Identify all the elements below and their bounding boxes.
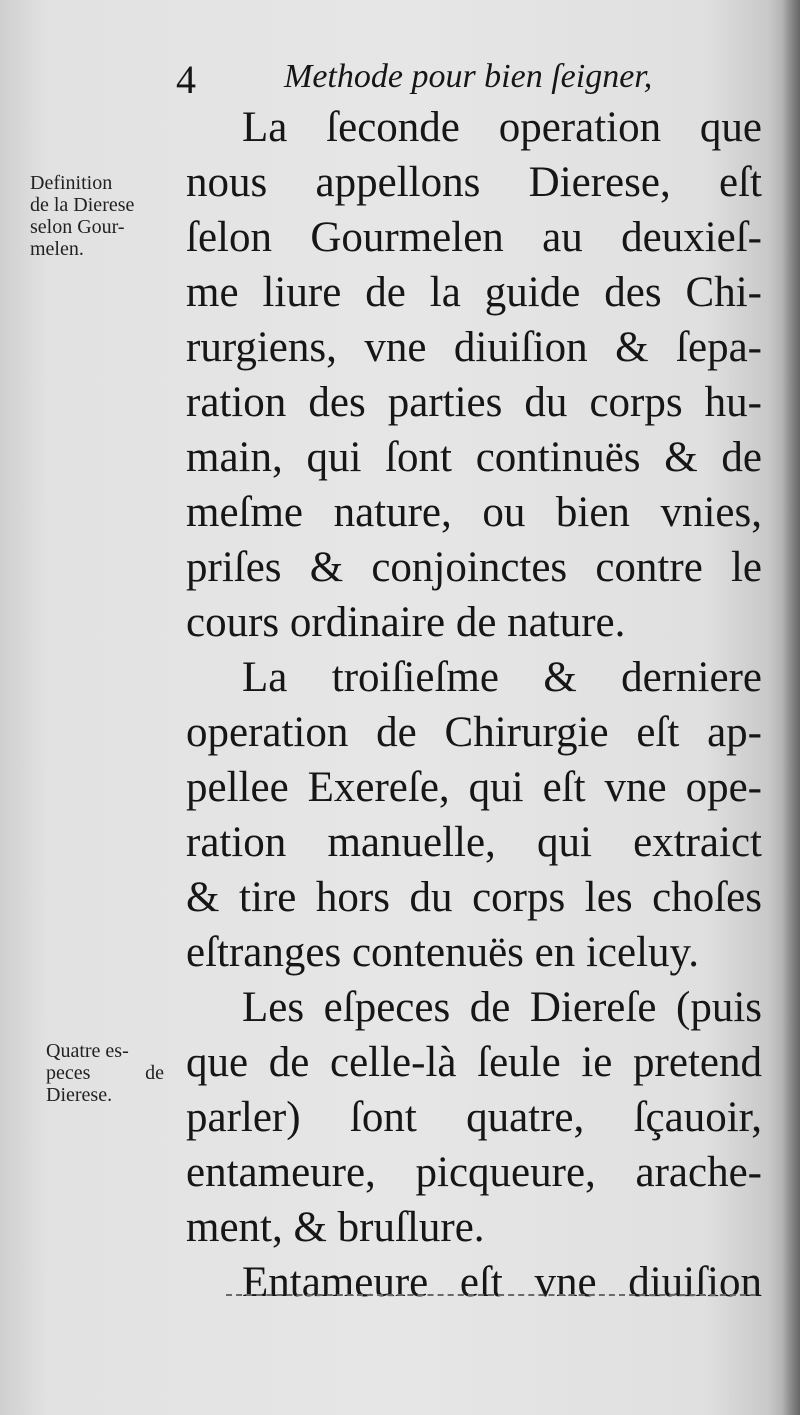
text-line: entameure, picqueure, arache-: [186, 1149, 762, 1196]
text-line: me liure de la guide des Chi-: [186, 269, 762, 316]
text-line: main, qui ſont continuës & de: [186, 434, 762, 481]
text-line: ment, & bruſlure.: [186, 1204, 485, 1251]
paragraph-especes-dierese: [186, 980, 762, 1255]
page-header: [176, 52, 736, 102]
text-line: cours ordinaire de nature.: [186, 599, 626, 646]
marginal-note-line: de la Dierese: [30, 194, 135, 216]
marginal-note-line: Definition: [30, 172, 113, 194]
text-line: meſme nature, ou bien vnies,: [186, 489, 762, 536]
paragraph-seconde-operation: [186, 100, 762, 650]
marginal-note-line: peces de: [46, 1062, 164, 1084]
page-bottom-rule: [226, 1294, 756, 1296]
text-line: La ſeconde operation que: [242, 104, 762, 151]
marginal-note-species: [46, 1040, 176, 1106]
marginal-note-line: selon Gour-: [30, 216, 125, 238]
marginal-note-line: melen.: [30, 238, 84, 260]
text-line: pellee Exereſe, qui eſt vne ope-: [186, 764, 762, 811]
text-line: rurgiens, vne diuiſion & ſepa-: [186, 324, 762, 371]
text-line: eſtranges contenuës en iceluy.: [186, 929, 699, 976]
text-line: parler) ſont quatre, ſçauoir,: [186, 1094, 762, 1141]
paragraph-troisieme-operation: [186, 650, 762, 980]
text-line: operation de Chirurgie eſt ap-: [186, 709, 762, 756]
body-text: [186, 100, 762, 1310]
text-line: priſes & conjoinctes contre le: [186, 544, 762, 591]
text-line: & tire hors du corps les choſes: [186, 874, 762, 921]
text-line: La troiſieſme & derniere: [242, 654, 762, 701]
text-line: que de celle-là ſeule ie pretend: [186, 1039, 762, 1086]
text-line: ſelon Gourmelen au deuxieſ-: [186, 214, 762, 261]
paragraph-entameure: [186, 1255, 762, 1310]
text-line: ration des parties du corps hu-: [186, 379, 762, 426]
marginal-note-definition: [30, 172, 180, 260]
running-title: Methode pour bien ſeigner,: [284, 58, 653, 95]
marginal-note-line: Dierese.: [46, 1084, 113, 1106]
text-line: Entameure eſt vne diuiſion: [242, 1259, 762, 1306]
page-number: 4: [176, 57, 196, 102]
text-line: Les eſpeces de Diereſe (puis: [242, 984, 762, 1031]
text-line: nous appellons Dierese, eſt: [186, 159, 762, 206]
text-line: ration manuelle, qui extraict: [186, 819, 762, 866]
marginal-note-line: Quatre es-: [46, 1040, 129, 1062]
